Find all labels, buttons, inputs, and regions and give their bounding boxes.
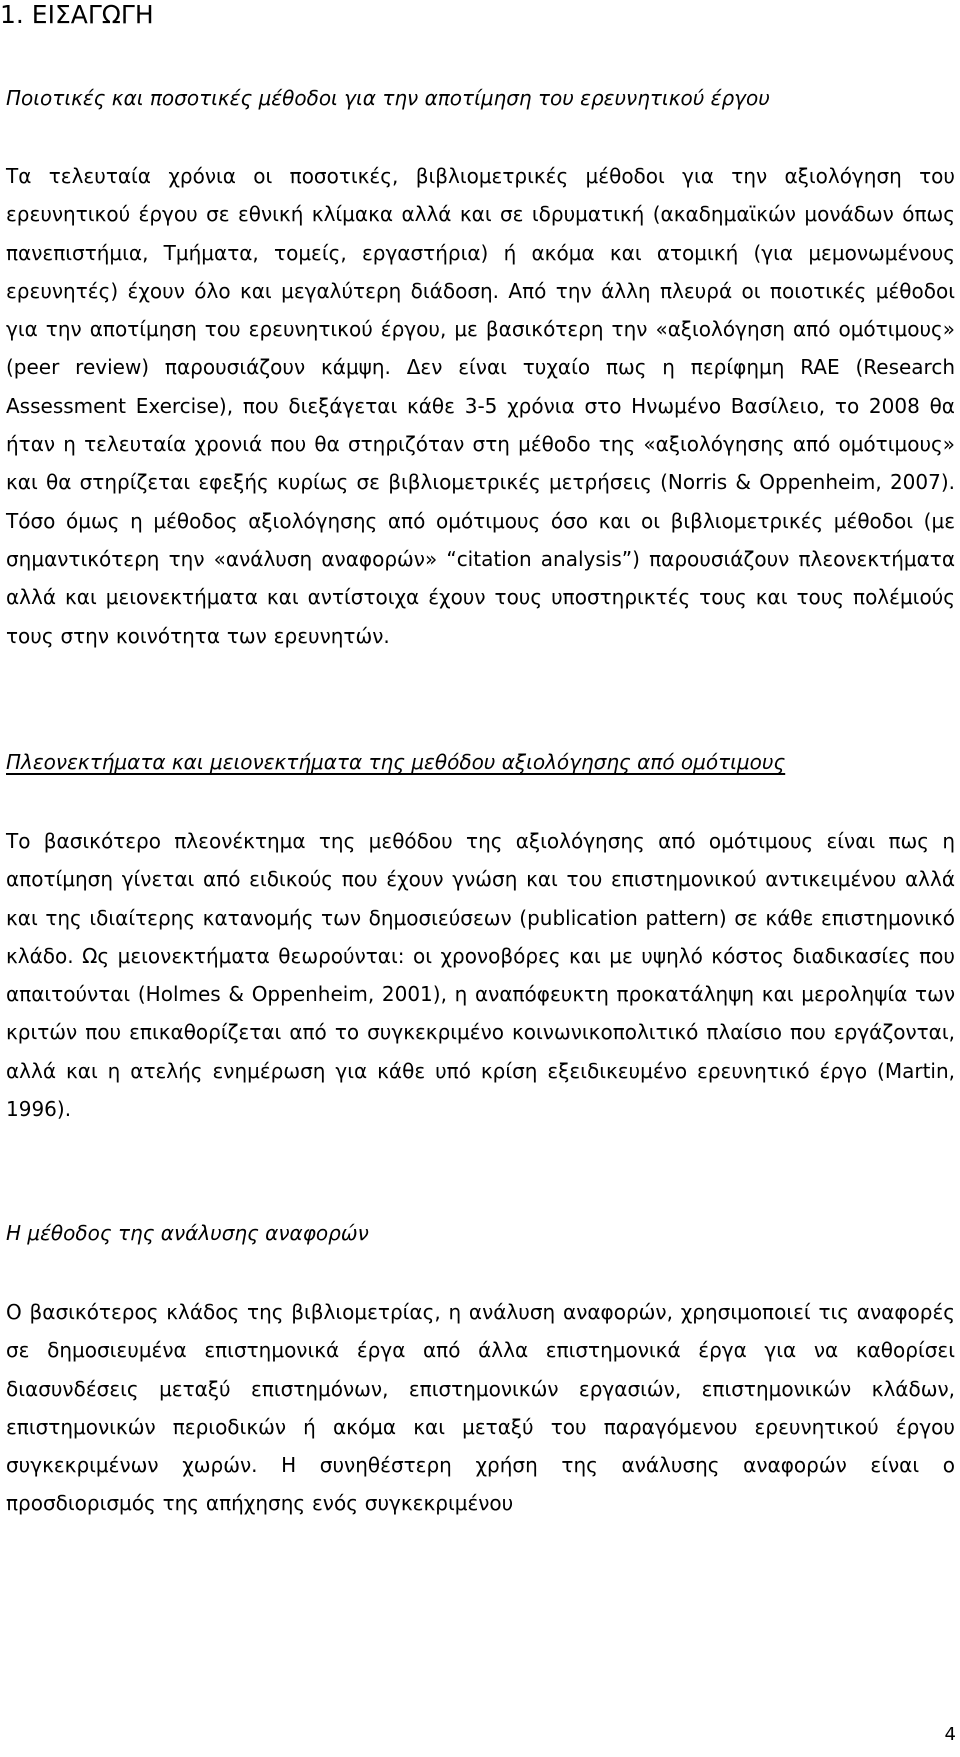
section-title-citation-analysis: Η μέθοδος της ανάλυσης αναφορών	[6, 1221, 369, 1245]
paragraph-citation-analysis: Ο βασικότερος κλάδος της βιβλιομετρίας, η ανάλυση αναφορών, χρησιμοποιεί τις αναφορές σε δημοσιευμένα επιστημονικά έργα από άλλα επιστημονικά έργα για να καθορίσει διασυνδέσεις μεταξύ επιστημόνων, επιστημονικών εργασιών, επιστημονικών κλάδων, επιστημονικών περιοδικών ή ακόμα και μεταξύ του παραγόμενου ερευνητικού έργου συγκεκριμένων χωρών. Η συνηθέστερη χρήση της ανάλυσης αναφορών είναι ο προσδιορισμός της απήχησης ενός συγκεκριμένου	[6, 1300, 955, 1516]
paragraph-peer-review: Το βασικότερο πλεονέκτημα της μεθόδου της αξιολόγησης από ομότιμους είναι πως η αποτίμηση γίνεται από ειδικούς που έχουν γνώση και του επιστημονικού αντικειμένου αλλά και της ιδιαίτερης κατανομής των δημοσιεύσεων (publication pattern) σε κάθε επιστημονικό κλάδο. Ως μειονεκτήματα θεωρούνται: οι χρονοβόρες και με υψηλό κόστος διαδικασίες που απαιτούνται (Holmes & Oppenheim, 2001), η αναπόφευκτη προκατάληψη και μεροληψία των κριτών που επικαθορίζεται από το συγκεκριμένο κοινωνικοπολιτικό πλαίσιο που εργάζονται, αλλά και η ατελής ενημέρωση για κάθε υπό κρίση εξειδικευμένο ερευνητικό έργο (Martin, 1996).	[6, 829, 955, 1122]
chapter-heading: 1. ΕΙΣΑΓΩΓΗ	[0, 0, 154, 29]
paragraph-introduction: Τα τελευταία χρόνια οι ποσοτικές, βιβλιομετρικές μέθοδοι για την αξιολόγηση του ερευνητικού έργου σε εθνική κλίμακα αλλά και σε ιδρυματική (ακαδημαϊκών μονάδων όπως πανεπιστήμια, Τμήματα, τομείς, εργαστήρια) ή ακόμα και ατομική (για μεμονωμένους ερευνητές) έχουν όλο και μεγαλύτερη διάδοση. Από την άλλη πλευρά οι ποιοτικές μέθοδοι για την αποτίμηση του ερευνητικού έργου, με βασικότερη την «αξιολόγηση από ομότιμους» (peer review) παρουσιάζουν κάμψη. Δεν είναι τυχαίο πως η περίφημη RAE (Research Assessment Exercise), που διεξάγεται κάθε 3-5 χρόνια στο Ηνωμένο Βασίλειο, το 2008 θα ήταν η τελευταία χρονιά που θα στηριζόταν στη μέθοδο της «αξιολόγησης από ομότιμους» και θα στηρίζεται εφεξής κυρίως σε βιβλιομετρικές μετρήσεις (Norris & Oppenheim, 2007). Τόσο όμως η μέθοδος αξιολόγησης από ομότιμους όσο και οι βιβλιομετρικές μέθοδοι (με σημαντικότερη την «ανάλυση αναφορών» “citation analysis”) παρουσιάζουν πλεονεκτήματα αλλά και μειονεκτήματα και αντίστοιχα έχουν τους υποστηρικτές τους και τους πολέμιούς τους στην κοινότητα των ερευνητών.	[6, 164, 955, 648]
section-title-qualitative-quantitative: Ποιοτικές και ποσοτικές μέθοδοι για την αποτίμηση του ερευνητικού έργου	[6, 86, 770, 110]
page-number: 4	[944, 1724, 956, 1745]
section-title-peer-review: Πλεονεκτήματα και μειονεκτήματα της μεθόδου αξιολόγησης από ομότιμους	[6, 750, 786, 774]
